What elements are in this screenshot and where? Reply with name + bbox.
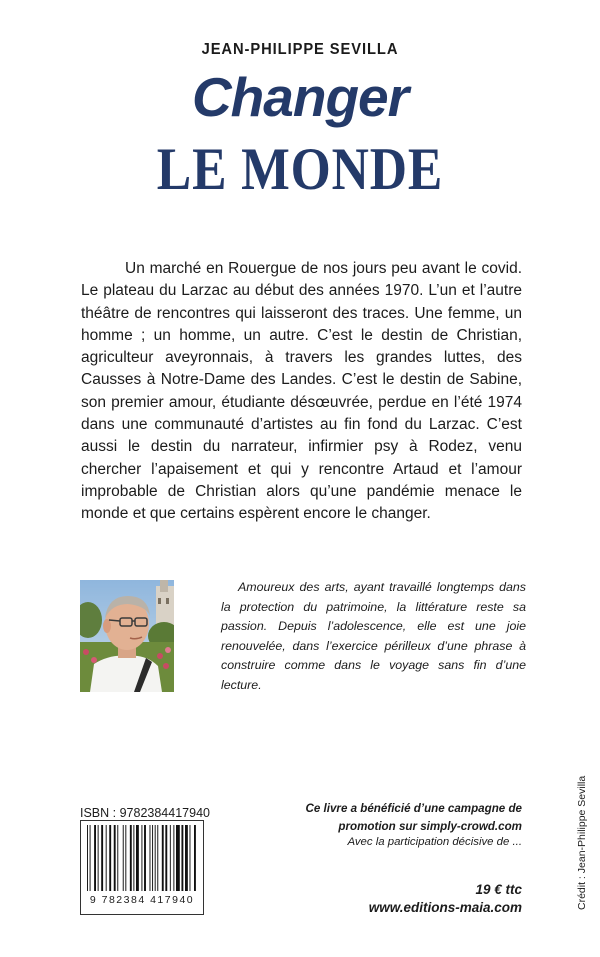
- author-bio: Amoureux des arts, ayant travaillé longtemps dans la protection du patrimoine, la littérature reste sa passion. Depuis l’adolescence, elle est une joie renouvelée, dans l’exercice périlleux d’une phrase à construire comme dans le voyage sans fin d’une lecture.: [221, 580, 526, 692]
- book-title-line1: Changer: [191, 66, 409, 128]
- photo-credit: Crédit : Jean-Philippe Sevilla: [576, 775, 588, 910]
- barcode: [80, 820, 204, 915]
- publisher-website: www.editions-maia.com: [368, 900, 522, 915]
- synopsis-text: Un marché en Rouergue de nos jours peu avant le covid. Le plateau du Larzac au début des années 1970. L’un et l’autre théâtre de rencontres qui laisseront des traces. Une femme, un homme ; un homme, un autre. C’est le destin de Christian, agriculteur aveyronnais, à travers les grandes luttes, des Causses à Notre-Dame des Landes. C’est le destin de Sabine, son premier amour, étudiante désœuvrée, perdue en l’été 1974 dans une communauté d’artistes au fin fond du Larzac. C’est aussi le destin du narrateur, infirmier psy à Rodez, venu chercher l’apaisement et qui y rencontre Artaud et l’amour improbable de Christian alors qu’une pandémie menace le monde et que certains espèrent encore le changer.: [81, 260, 522, 523]
- barcode-digits: 9 782384 417940: [89, 894, 195, 906]
- author-name: JEAN-PHILIPPE SEVILLA: [201, 41, 399, 58]
- price-label: 19 € ttc: [475, 882, 522, 897]
- participation-text: Avec la participation décisive de ...: [347, 836, 522, 848]
- isbn-label: ISBN : 9782384417940: [80, 806, 210, 820]
- barcode-bars: [85, 825, 199, 893]
- author-photo: [80, 580, 174, 692]
- campaign-text: Ce livre a bénéficié d’une campagne de promotion sur simply-crowd.com: [305, 802, 522, 833]
- book-title-line2: LE MONDE: [156, 136, 444, 202]
